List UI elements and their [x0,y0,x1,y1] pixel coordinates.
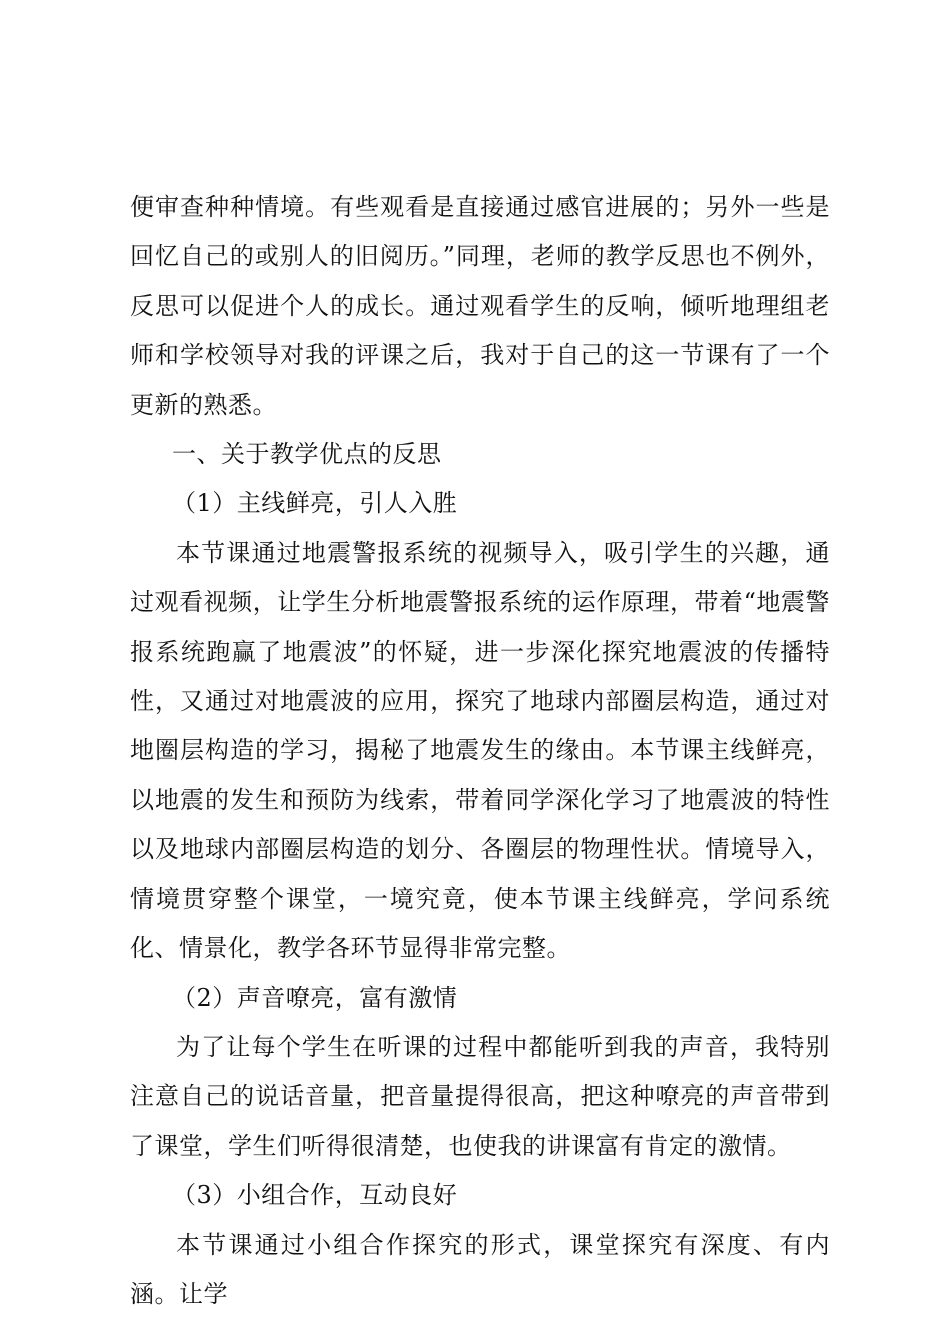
section-heading-teaching-strengths: 一、关于教学优点的反思 [172,440,442,469]
paragraph-intro-continuation: 便审查种种情境。有些观看是直接通过感官进展的；另外一些是回忆自己的或别人的旧阅历。”同理，老师的教学反思也不例外，反思可以促进个人的成长。通过观看学生的反响，倾听地理组老师和学校领导对我的评课之后，我对于自己的这一节课有了一个更新的熟悉。 [130,193,830,419]
document-body [130,183,830,1319]
paragraph-group-cooperation: 本节课通过小组合作探究的形式，课堂探究有深度、有内涵。让学 [130,1230,830,1308]
paragraph-main-thread: 本节课通过地震警报系统的视频导入，吸引学生的兴趣，通过观看视频，让学生分析地震警报系统的运作原理，带着“地震警报系统跑赢了地震波”的怀疑，进一步深化探究地震波的传播特性，又通过对地震波的应用，探究了地球内部圈层构造，通过对地圈层构造的学习，揭秘了地震发生的缘由。本节课主线鲜亮，以地震的发生和预防为线索，带着同学深化学习了地震波的特性以及地球内部圈层构造的划分、各圈层的物理性状。情境导入，情境贯穿整个课堂，一境究竟，使本节课主线鲜亮，学问系统化、情景化，教学各环节显得非常完整。 [130,538,830,963]
subheading-voice: （2）声音嘹亮，富有激情 [172,983,458,1012]
subheading-main-thread: （1）主线鲜亮，引人入胜 [172,489,458,518]
subheading-group-cooperation: （3）小组合作，互动良好 [172,1181,458,1210]
paragraph-voice: 为了让每个学生在听课的过程中都能听到我的声音，我特别注意自己的说话音量，把音量提得很高，把这种嘹亮的声音带到了课堂，学生们听得很清楚，也使我的讲课富有肯定的激情。 [130,1032,830,1160]
